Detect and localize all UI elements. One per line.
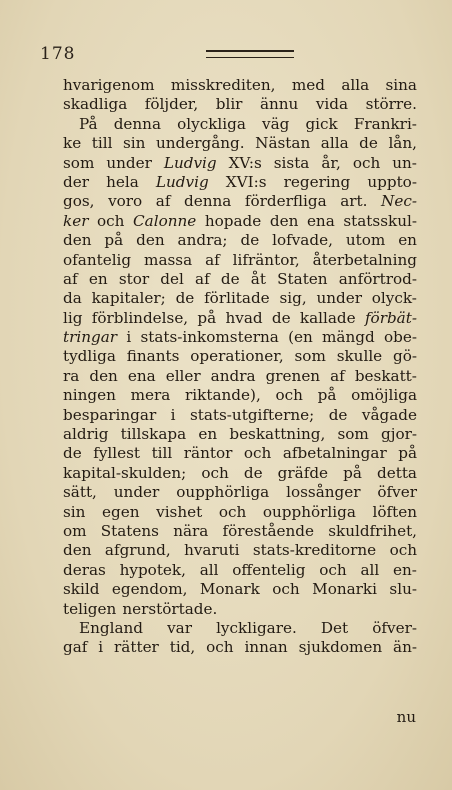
text-line: da kapitaler; de förlitade sig, under olyck- [63, 289, 417, 308]
text-line: der hela Ludvig XVI:s regering uppto- [63, 172, 417, 191]
text-line: ker och Calonne hopade den ena statsskul- [63, 211, 417, 230]
text-line: skadliga följder, blir ännu vida större. [63, 95, 417, 114]
text-line: ke till sin undergång. Nästan alla de lån, [63, 134, 417, 153]
text-line: hvarigenom misskrediten, med alla sina [63, 76, 417, 94]
text-line: ofantelig massa af lifräntor, återbetalning [63, 250, 417, 269]
text-line: de fyllest till räntor och afbetalningar på [63, 444, 417, 463]
text-line: tringar i stats-inkomsterna (en mängd obe- [63, 328, 417, 347]
text-line: England var lyckligare. Det öfver- [79, 618, 417, 637]
text-line: den afgrund, hvaruti stats-kreditorne och [63, 541, 417, 560]
text-line: kapital-skulden; och de gräfde på detta [63, 463, 417, 482]
text-line: ningen mera riktande), och på omöjliga [63, 386, 417, 405]
catchword: nu [396, 708, 416, 726]
text-line: gaf i rätter tid, och innan sjukdomen än- [63, 638, 417, 657]
text-line: skild egendom, Monark och Monarki slu- [63, 580, 417, 599]
text-line: gos, voro af denna förderfliga art. Nec- [63, 192, 417, 211]
text-line: teligen nerstörtade. [63, 599, 218, 618]
page-header [40, 40, 418, 68]
body-text [63, 76, 417, 658]
text-line: aldrig tillskapa en beskattning, som gjor- [63, 425, 417, 444]
text-line: sätt, under oupphörliga lossånger öfver [63, 483, 417, 502]
text-line: tydliga finants operationer, som skulle gö- [63, 347, 417, 366]
text-line: den på den andra; de lofvade, utom en [63, 231, 417, 250]
text-line: af en stor del af de åt Staten anförtrod- [63, 269, 417, 288]
page-number: 178 [40, 44, 76, 64]
text-line: som under Ludvig XV:s sista år, och un- [63, 153, 417, 172]
text-line: ra den ena eller andra grenen af beskatt- [63, 366, 417, 385]
text-line: deras hypotek, all offentelig och all en- [63, 560, 417, 579]
text-line: På denna olyckliga väg gick Frankri- [79, 114, 417, 133]
text-line: lig förblindelse, på hvad de kallade förbät- [63, 308, 417, 327]
text-line: besparingar i stats-utgifterne; de vågade [63, 405, 417, 424]
text-line: om Statens nära förestående skuldfrihet, [63, 521, 417, 540]
text-line: sin egen vishet och oupphörliga löften [63, 502, 417, 521]
header-rule [206, 50, 294, 58]
